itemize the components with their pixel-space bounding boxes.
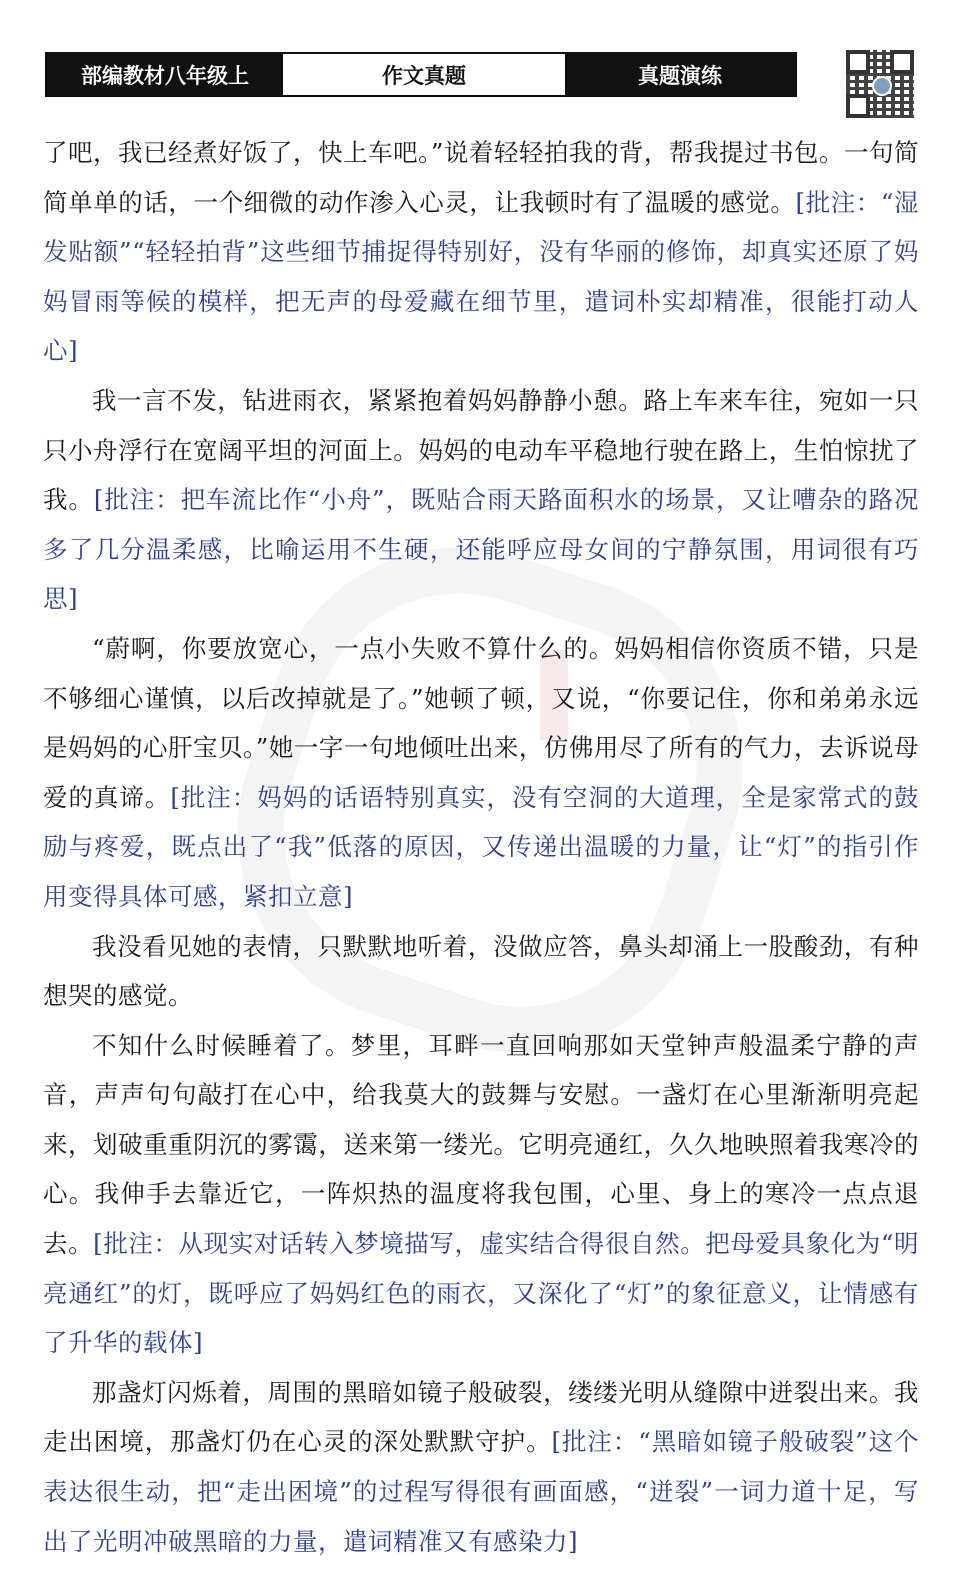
paragraph-text: 不知什么时候睡着了。梦里，耳畔一直回响那如天堂钟声般温柔宁静的声音，声声句句敲打在心中，给我莫大的鼓舞与安慰。一盏灯在心里渐渐明亮起来，划破重重阴沉的雾霭，送来第一缕光。它明亮通红，久久地映照着我寒冷的心。我伸手去靠近它，一阵炽热的温度将我包围，心里、身上的寒冷一点点退去。: [43, 1030, 919, 1259]
essay-body: [43, 128, 919, 1566]
header-category-label: 作文真题: [283, 54, 565, 95]
paragraph: [43, 1368, 919, 1566]
paragraph: [43, 128, 919, 376]
annotation-note: [批注：从现实对话转入梦境描写，虚实结合得很自然。把母爱具象化为“明亮通红”的灯，既呼应了妈妈红色的雨衣，又深化了“灯”的象征意义，让情感有了升华的载体]: [43, 1229, 919, 1358]
paragraph-text: 那盏灯闪烁着，周围的黑暗如镜子般破裂，缕缕光明从缝隙中迸裂出来。我走出困境，那盏灯仍在心灵的深处默默守护。: [43, 1377, 919, 1457]
annotation-note: [批注：把车流比作“小舟”，既贴合雨天路面积水的场景，又让嘈杂的路况多了几分温柔感，比喻运用不生硬，还能呼应母女间的宁静氛围，用词很有巧思]: [43, 485, 920, 614]
paragraph: [43, 624, 919, 922]
paragraph: [43, 1021, 919, 1368]
header-section-label: 真题演练: [565, 54, 795, 95]
paragraph-text: 了吧，我已经煮好饭了，快上车吧。”说着轻轻拍我的背，帮我提过书包。一句简简单单的话，一个细微的动作渗入心灵，让我顿时有了温暖的感觉。: [43, 138, 919, 217]
annotation-note: [批注：妈妈的话语特别真实，没有空洞的大道理，全是家常式的鼓励与疼爱，既点出了“我”低落的原因，又传递出温暖的力量，让“灯”的指引作用变得具体可感，紧扣立意]: [43, 782, 919, 911]
paragraph-text: “蔚啊，你要放宽心，一点小失败不算什么的。妈妈相信你资质不错，只是不够细心谨慎，以后改掉就是了。”她顿了顿，又说，“你要记住，你和弟弟永远是妈妈的心肝宝贝。”她一字一句地倾吐出来，仿佛用尽了所有的气力，去诉说母爱的真谛。: [43, 633, 919, 812]
header-grade-label: 部编教材八年级上: [47, 54, 283, 95]
header-bar: [45, 52, 797, 97]
paragraph-text: 我一言不发，钻进雨衣，紧紧抱着妈妈静静小憩。路上车来车往，宛如一只只小舟浮行在宽阔平坦的河面上。妈妈的电动车平稳地行驶在路上，生怕惊扰了我。: [43, 385, 919, 515]
paragraph: [43, 922, 919, 1021]
annotation-note: [批注：“黑暗如镜子般破裂”这个表达很生动，把“走出困境”的过程写得很有画面感，“迸裂”一词力道十足，写出了光明冲破黑暗的力量，遣词精准又有感染力]: [43, 1427, 920, 1556]
paragraph-text: 我没看见她的表情，只默默地听着，没做应答，鼻头却涌上一股酸劲，有种想哭的感觉。: [43, 931, 919, 1011]
qr-code-icon: [846, 50, 914, 118]
paragraph: [43, 376, 919, 624]
annotation-note: [批注：“湿发贴额”“轻轻拍背”这些细节捕捉得特别好，没有华丽的修饰，却真实还原了妈妈冒雨等候的模样，把无声的母爱藏在细节里，遣词朴实却精准，很能打动人心]: [43, 187, 919, 366]
